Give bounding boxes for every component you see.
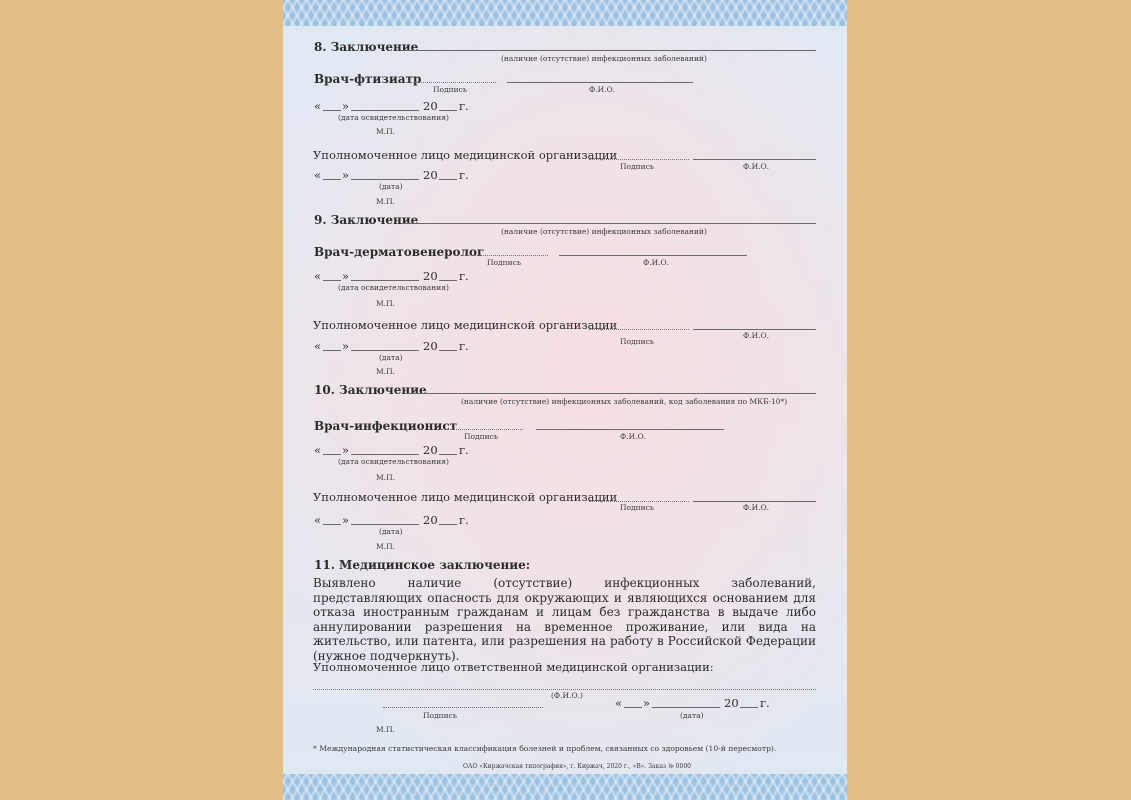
section-8-date2-month-line[interactable] — [351, 179, 419, 180]
section-9-date2-day-line[interactable] — [323, 350, 341, 351]
section-8-date-quote-close: » — [342, 99, 350, 113]
decorative-band-top — [283, 0, 847, 26]
section-10-date2-quote-open: « — [314, 513, 322, 527]
section-10-fio-line[interactable] — [536, 429, 724, 430]
section-9-date2-year-line[interactable] — [439, 350, 457, 351]
section-8-authorized-signature-label: Подпись — [620, 162, 654, 171]
section-10-stamp-place: М.П. — [376, 473, 395, 482]
section-10-authorized-signature-label: Подпись — [620, 503, 654, 512]
section-11-date-quote-open: « — [615, 696, 623, 710]
section-10-authorized-fio-line[interactable] — [693, 501, 816, 502]
section-10-doctor: Врач-инфекционист — [314, 419, 458, 433]
section-9-fio-label: Ф.И.О. — [643, 258, 670, 267]
section-10-signature-label: Подпись — [464, 432, 498, 441]
section-9-year-line[interactable] — [439, 280, 457, 281]
section-9-signature-line[interactable] — [463, 255, 548, 256]
section-10-date-caption: (дата освидетельствования) — [338, 457, 449, 466]
section-8-date2-year-prefix: 20 — [423, 168, 438, 182]
section-10-date2-day-line[interactable] — [323, 524, 341, 525]
section-11-year-suffix: г. — [760, 696, 770, 710]
section-10-date-quote-close: » — [342, 443, 350, 457]
section-10-authorized-signature-line[interactable] — [589, 501, 689, 502]
section-9-stamp-place: М.П. — [376, 299, 395, 308]
section-8-signature-label: Подпись — [433, 85, 467, 94]
section-9-date2-year-prefix: 20 — [423, 339, 438, 353]
section-9-date2-quote-close: » — [342, 339, 350, 353]
section-10-date2-year-prefix: 20 — [423, 513, 438, 527]
section-9-authorized-fio-line[interactable] — [693, 329, 816, 330]
section-9-signature-label: Подпись — [487, 258, 521, 267]
medical-conclusion-paragraph: Выявлено наличие (отсутствие) инфекционных заболеваний, представляющих опасность для окружающих и являющихся основанием для отказа иностранным гражданам и лицам без гражданства в выдаче либо аннулировании разрешения на временное проживание, или вида на жительство, или патента, или разрешения на работу в Российской Федерации (нужное подчеркнуть). — [313, 576, 816, 663]
section-8-conclusion-line[interactable] — [401, 50, 816, 51]
section-10-month-line[interactable] — [351, 454, 419, 455]
section-11-signature-label: Подпись — [423, 711, 457, 720]
section-9-date2-month-line[interactable] — [351, 350, 419, 351]
section-8-date-caption: (дата освидетельствования) — [338, 113, 449, 122]
section-8-date2-quote-open: « — [314, 168, 322, 182]
section-8-authorized-signature-line[interactable] — [589, 159, 689, 160]
section-9-authorized-label: Уполномоченное лицо медицинской организации — [313, 318, 618, 332]
section-8-fio-label: Ф.И.О. — [589, 85, 616, 94]
section-9-caption: (наличие (отсутствие) инфекционных заболеваний) — [501, 227, 707, 236]
section-10-date2-year-suffix: г. — [459, 513, 469, 527]
section-11-heading: 11. Медицинское заключение: — [314, 558, 531, 572]
section-9-stamp-place-2: М.П. — [376, 367, 395, 376]
section-10-year-prefix: 20 — [423, 443, 438, 457]
section-8-fio-line[interactable] — [507, 82, 693, 83]
section-10-date2-month-line[interactable] — [351, 524, 419, 525]
section-10-conclusion-line[interactable] — [407, 393, 816, 394]
section-10-fio-label: Ф.И.О. — [620, 432, 647, 441]
section-9-year-prefix: 20 — [423, 269, 438, 283]
section-9-date-quote-close: » — [342, 269, 350, 283]
decorative-band-bottom — [283, 774, 847, 800]
section-11-stamp-place: М.П. — [376, 725, 395, 734]
section-8-year-suffix: г. — [459, 99, 469, 113]
section-8-signature-line[interactable] — [406, 82, 496, 83]
section-9-fio-line[interactable] — [559, 255, 747, 256]
section-11-fio-line[interactable] — [313, 689, 816, 690]
section-10-stamp-place-2: М.П. — [376, 542, 395, 551]
section-8-date2-quote-close: » — [342, 168, 350, 182]
section-8-authorized-fio-line[interactable] — [693, 159, 816, 160]
section-9-date-caption: (дата освидетельствования) — [338, 283, 449, 292]
section-8-doctor: Врач-фтизиатр — [314, 72, 422, 86]
section-11-day-line[interactable] — [624, 707, 642, 708]
section-10-date2-quote-close: » — [342, 513, 350, 527]
section-8-day-line[interactable] — [323, 110, 341, 111]
section-9-authorized-fio-label: Ф.И.О. — [743, 331, 770, 340]
section-10-year-suffix: г. — [459, 443, 469, 457]
footnote: * Международная статистическая классификация болезней и проблем, связанных со здоровьем (10-й пересмотр). — [313, 744, 777, 753]
section-8-date2-day-line[interactable] — [323, 179, 341, 180]
section-8-date-quote-open: « — [314, 99, 322, 113]
section-9-heading: 9. Заключение — [314, 213, 419, 227]
section-8-heading: 8. Заключение — [314, 40, 419, 54]
section-10-authorized-fio-label: Ф.И.О. — [743, 503, 770, 512]
form-sheet — [283, 0, 847, 800]
section-10-signature-line[interactable] — [438, 429, 523, 430]
section-8-year-line[interactable] — [439, 110, 457, 111]
section-8-caption: (наличие (отсутствие) инфекционных заболеваний) — [501, 54, 707, 63]
section-11-fio-caption: (Ф.И.О.) — [551, 691, 583, 700]
section-10-caption: (наличие (отсутствие) инфекционных заболеваний, код заболевания по МКБ-10*) — [461, 397, 788, 406]
section-8-stamp-place: М.П. — [376, 127, 395, 136]
section-10-day-line[interactable] — [323, 454, 341, 455]
section-8-month-line[interactable] — [351, 110, 419, 111]
section-8-date2-year-line[interactable] — [439, 179, 457, 180]
section-8-authorized-fio-label: Ф.И.О. — [743, 162, 770, 171]
section-11-year-prefix: 20 — [724, 696, 739, 710]
section-10-date2-year-line[interactable] — [439, 524, 457, 525]
section-9-day-line[interactable] — [323, 280, 341, 281]
section-9-authorized-signature-label: Подпись — [620, 337, 654, 346]
section-11-authorized-label: Уполномоченное лицо ответственной медицинской организации: — [313, 660, 714, 674]
section-11-signature-line[interactable] — [383, 707, 543, 708]
section-11-date-caption: (дата) — [680, 711, 704, 720]
section-9-date2-caption: (дата) — [379, 353, 403, 362]
section-9-date2-quote-open: « — [314, 339, 322, 353]
section-11-month-line[interactable] — [652, 707, 720, 708]
section-10-heading: 10. Заключение — [314, 383, 427, 397]
section-9-conclusion-line[interactable] — [401, 223, 816, 224]
section-11-year-line[interactable] — [740, 707, 758, 708]
section-9-month-line[interactable] — [351, 280, 419, 281]
section-10-year-line[interactable] — [439, 454, 457, 455]
section-8-year-prefix: 20 — [423, 99, 438, 113]
printer-imprint: ОАО «Киржачская типография», г. Киржач, 2020 г., «В». Заказ № 0000 — [463, 763, 691, 770]
section-8-authorized-label: Уполномоченное лицо медицинской организации — [313, 148, 618, 162]
section-9-doctor: Врач-дерматовенеролог — [314, 245, 485, 259]
section-9-authorized-signature-line[interactable] — [589, 329, 689, 330]
section-8-stamp-place-2: М.П. — [376, 197, 395, 206]
section-8-date2-caption: (дата) — [379, 182, 403, 191]
section-9-year-suffix: г. — [459, 269, 469, 283]
section-8-date2-year-suffix: г. — [459, 168, 469, 182]
section-11-date-quote-close: » — [643, 696, 651, 710]
section-9-date-quote-open: « — [314, 269, 322, 283]
section-10-authorized-label: Уполномоченное лицо медицинской организации — [313, 490, 618, 504]
section-10-date-quote-open: « — [314, 443, 322, 457]
section-9-date2-year-suffix: г. — [459, 339, 469, 353]
section-10-date2-caption: (дата) — [379, 527, 403, 536]
